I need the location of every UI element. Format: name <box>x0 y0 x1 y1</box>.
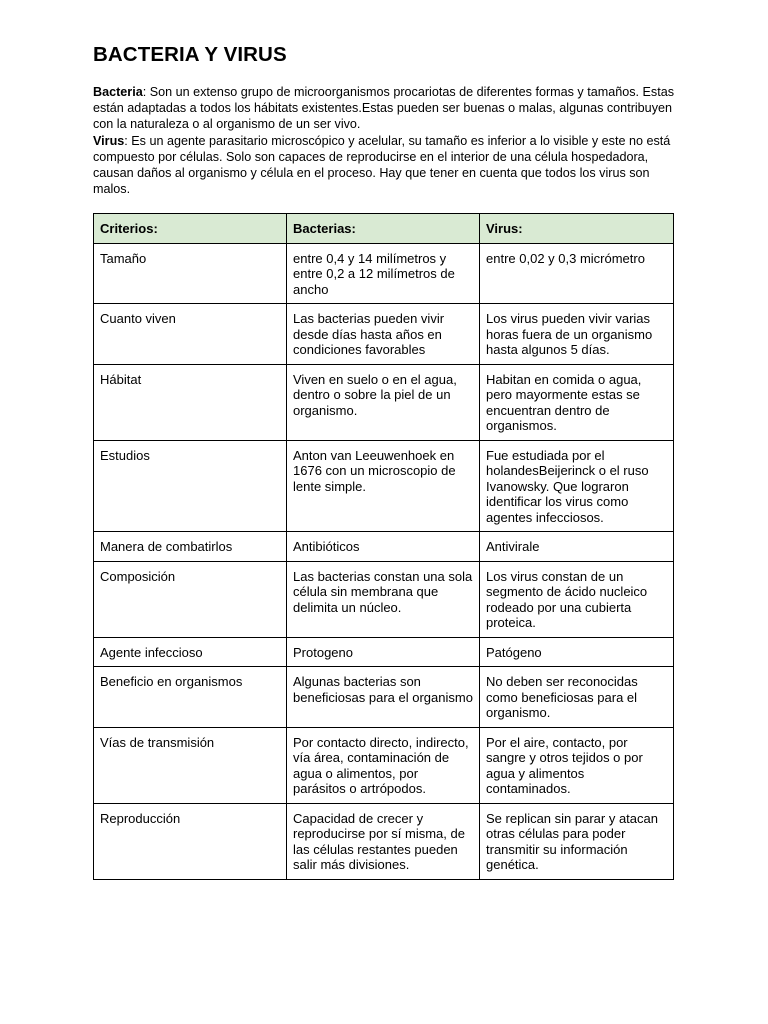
table-header-row <box>94 214 674 244</box>
bacteria-text: : Son un extenso grupo de microorganismos procariotas de diferentes formas y tamaños. Estas están adaptadas a todos los hábitats existentes.Estas pueden ser buenas o malas, algunas contribuyen con la naturaleza o al organismo de un ser vivo. <box>93 85 675 132</box>
document-page <box>93 42 675 880</box>
table-row <box>94 727 674 803</box>
page-title: BACTERIA Y VIRUS <box>93 43 287 66</box>
virus-cell: Fue estudiada por el holandesBeijerinck o el ruso Ivanowsky. Que lograron identificar los virus como agentes infecciosos. <box>480 440 674 532</box>
criterion-cell: Cuanto viven <box>94 304 287 365</box>
virus-cell: entre 0,02 y 0,3 micrómetro <box>480 243 674 304</box>
header-criterios: Criterios: <box>94 214 287 244</box>
criterion-cell: Reproducción <box>94 803 287 879</box>
criterion-cell: Agente infeccioso <box>94 637 287 667</box>
criterion-cell: Beneficio en organismos <box>94 667 287 728</box>
table-row <box>94 243 674 304</box>
bacteria-cell: Algunas bacterias son beneficiosas para el organismo <box>287 667 480 728</box>
virus-term: Virus <box>93 133 125 148</box>
bacteria-cell: Viven en suelo o en el agua, dentro o sobre la piel de un organismo. <box>287 364 480 440</box>
virus-cell: Se replican sin parar y atacan otras células para poder transmitir su información genética. <box>480 803 674 879</box>
bacteria-cell: Protogeno <box>287 637 480 667</box>
table-row <box>94 532 674 562</box>
virus-text: : Es un agente parasitario microscópico y acelular, su tamaño es inferior a lo visible y este no está compuesto por células. Solo son capaces de reproducirse en el interior de una célula hospedadora, causan daños al organismo y célula en el proceso. Hay que tener en cuenta que todos los virus son malos. <box>93 133 671 197</box>
virus-cell: Patógeno <box>480 637 674 667</box>
criterion-cell: Estudios <box>94 440 287 532</box>
criterion-cell: Hábitat <box>94 364 287 440</box>
virus-cell: Antivirale <box>480 532 674 562</box>
table-row <box>94 561 674 637</box>
criterion-cell: Vías de transmisión <box>94 727 287 803</box>
bacteria-cell: Por contacto directo, indirecto, vía área, contaminación de agua o alimentos, por parásitos o artrópodos. <box>287 727 480 803</box>
table-row <box>94 364 674 440</box>
bacteria-cell: Anton van Leeuwenhoek en 1676 con un microscopio de lente simple. <box>287 440 480 532</box>
table-row <box>94 667 674 728</box>
criterion-cell: Manera de combatirlos <box>94 532 287 562</box>
bacteria-cell: Capacidad de crecer y reproducirse por sí misma, de las células restantes pueden salir más divisiones. <box>287 803 480 879</box>
virus-cell: Los virus pueden vivir varias horas fuera de un organismo hasta algunos 5 días. <box>480 304 674 365</box>
table-row <box>94 803 674 879</box>
comparison-table <box>93 213 674 880</box>
virus-cell: No deben ser reconocidas como beneficiosas para el organismo. <box>480 667 674 728</box>
virus-cell: Los virus constan de un segmento de ácido nucleico rodeado por una cubierta proteica. <box>480 561 674 637</box>
table-row <box>94 304 674 365</box>
bacteria-definition <box>93 84 675 133</box>
virus-definition <box>93 133 675 198</box>
table-row <box>94 440 674 532</box>
header-bacterias: Bacterias: <box>287 214 480 244</box>
intro-section <box>93 84 675 197</box>
bacteria-cell: Antibióticos <box>287 532 480 562</box>
bacteria-term: Bacteria <box>93 85 143 99</box>
bacteria-cell: Las bacterias constan una sola célula sin membrana que delimita un núcleo. <box>287 561 480 637</box>
header-virus: Virus: <box>480 214 674 244</box>
virus-cell: Por el aire, contacto, por sangre y otros tejidos o por agua y alimentos contaminados. <box>480 727 674 803</box>
bacteria-cell: Las bacterias pueden vivir desde días hasta años en condiciones favorables <box>287 304 480 365</box>
criterion-cell: Composición <box>94 561 287 637</box>
table-row <box>94 637 674 667</box>
criterion-cell: Tamaño <box>94 243 287 304</box>
bacteria-cell: entre 0,4 y 14 milímetros y entre 0,2 a 12 milímetros de ancho <box>287 243 480 304</box>
virus-cell: Habitan en comida o agua, pero mayormente estas se encuentran dentro de organismos. <box>480 364 674 440</box>
